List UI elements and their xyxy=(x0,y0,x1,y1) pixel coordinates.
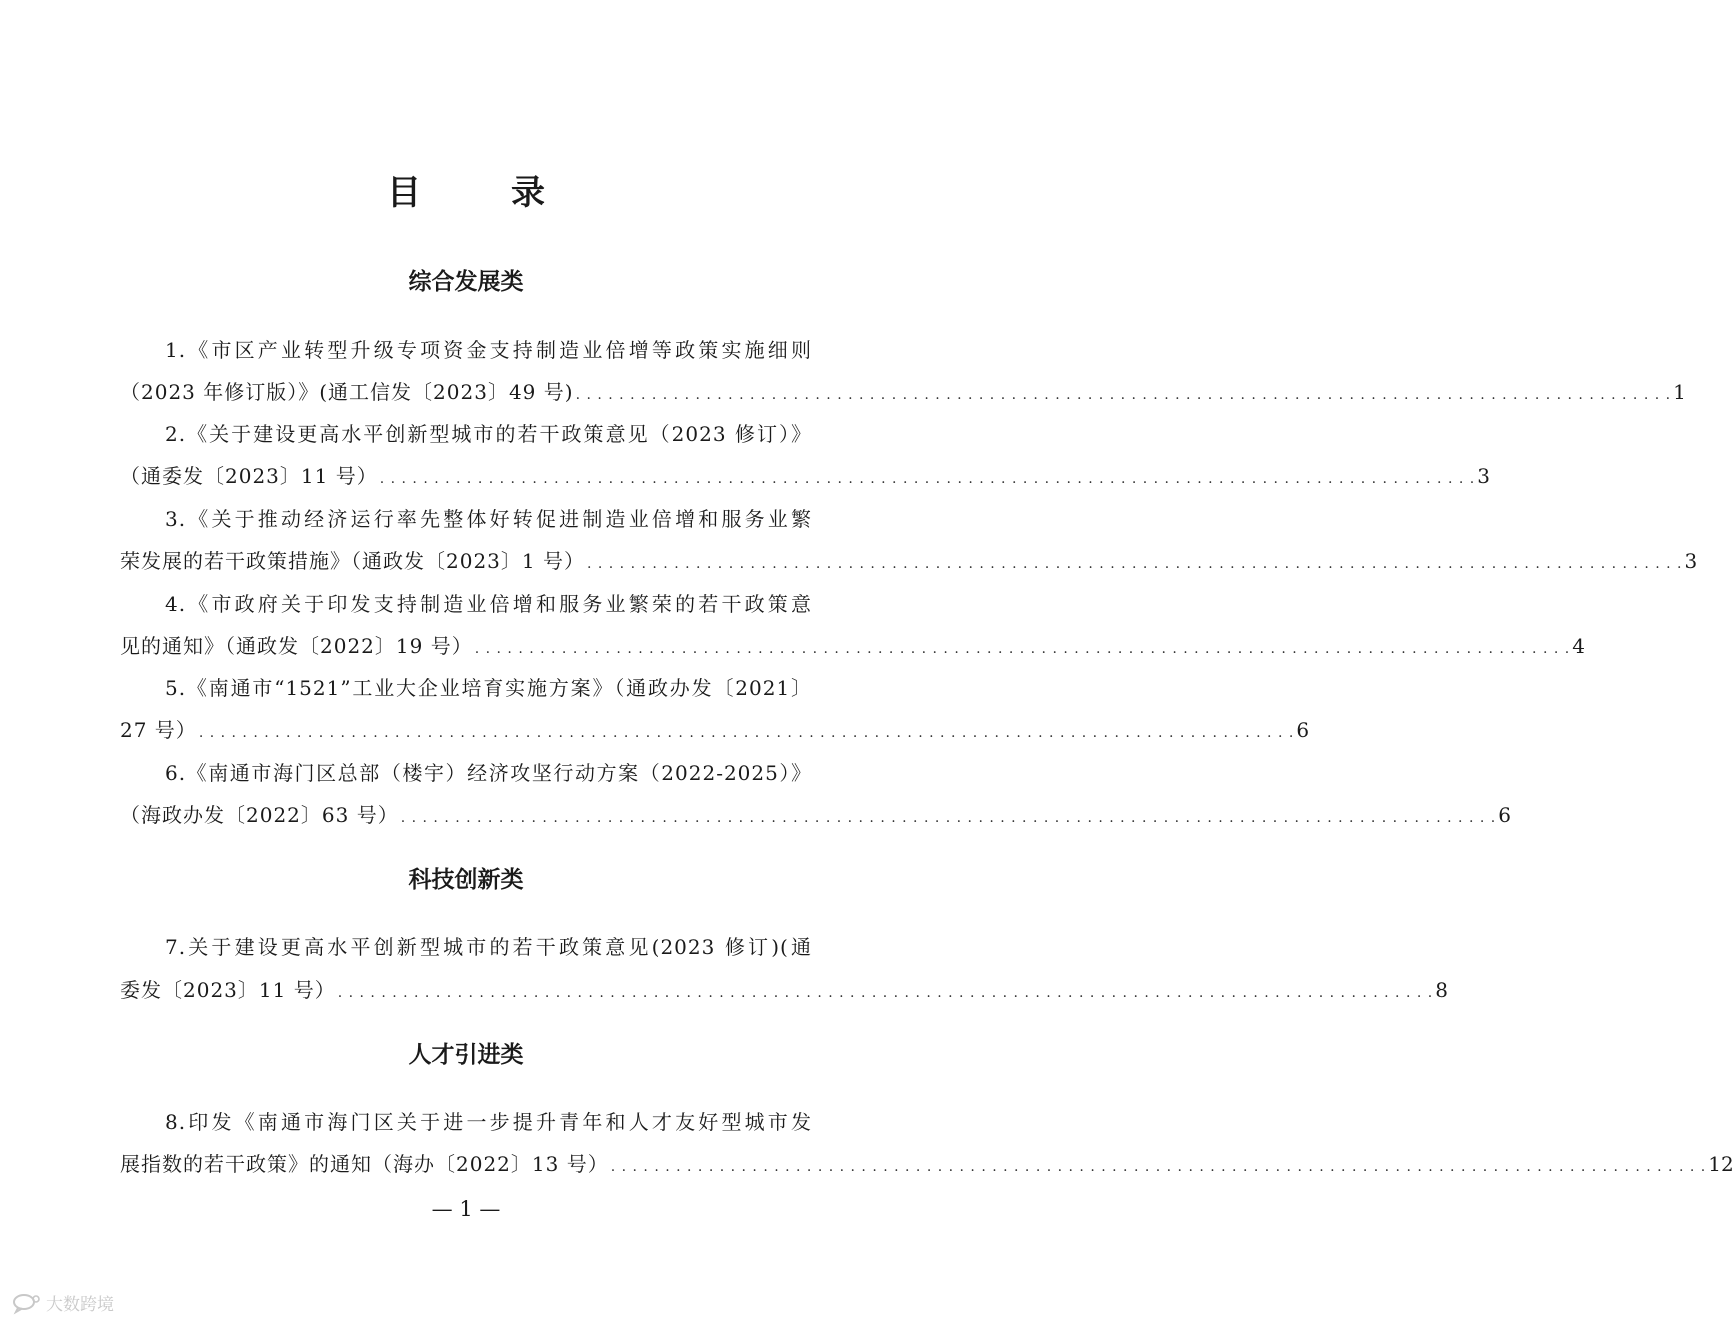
section-heading-talent: 人才引进类 xyxy=(408,1041,524,1068)
dot-leader: . . . . . . . . . . . . . . . . . . . . . . . . . . . . . . . . . . . . . . . . . . . . . . . . . . . . . . . . . . . . . . . . . . . . . . . . . . . . . . . . . . . . . . . . . . . . . . . . . . . . . xyxy=(198,725,1295,741)
toc-entry-1-line1: 1.《市区产业转型升级专项资金支持制造业倍增等政策实施细则 xyxy=(165,338,812,362)
toc-page-number: 6 xyxy=(1498,803,1511,827)
page-number: — 1 — xyxy=(431,1197,501,1221)
toc-entry-text: 27 号） xyxy=(120,718,197,742)
toc-entry-text: 委发〔2023〕11 号） xyxy=(120,978,336,1002)
toc-entry-text: （海政办发〔2022〕63 号） xyxy=(120,803,399,827)
dot-leader: . . . . . . . . . . . . . . . . . . . . . . . . . . . . . . . . . . . . . . . . . . . . . . . . . . . . . . . . . . . . . . . . . . . . . . . . . . . . . . . . . . . . . . . . . . . . . . . . . . . . . xyxy=(337,985,1434,1001)
section-heading-general: 综合发展类 xyxy=(408,268,524,295)
toc-entry-text: （2023 年修订版）》(通工信发〔2023〕49 号) xyxy=(120,380,574,404)
toc-entry-5-line1: 5.《南通市“1521”工业大企业培育实施方案》（通政办发〔2021〕 xyxy=(165,676,812,700)
toc-page-number: 3 xyxy=(1684,549,1698,573)
toc-entry-5-line2 xyxy=(120,713,1310,747)
toc-entry-8-line1: 8.印发《南通市海门区关于进一步提升青年和人才友好型城市发 xyxy=(165,1110,812,1134)
watermark xyxy=(12,1290,114,1315)
toc-page-number: 8 xyxy=(1435,978,1448,1002)
toc-entry-3-line1: 3.《关于推动经济运行率先整体好转促进制造业倍增和服务业繁 xyxy=(165,507,812,531)
toc-entry-text: （通委发〔2023〕11 号） xyxy=(120,464,378,488)
toc-entry-8-line2 xyxy=(120,1147,1734,1181)
toc-page-number: 3 xyxy=(1477,464,1490,488)
toc-page-number: 12 xyxy=(1708,1152,1734,1176)
toc-entry-text: 展指数的若干政策》的通知（海办〔2022〕13 号） xyxy=(120,1152,609,1176)
speech-bubble-logo-icon xyxy=(12,1293,42,1313)
toc-entry-3-line2 xyxy=(120,544,1698,578)
toc-entry-text: 荣发展的若干政策措施》（通政发〔2023〕1 号） xyxy=(120,549,585,573)
dot-leader: . . . . . . . . . . . . . . . . . . . . . . . . . . . . . . . . . . . . . . . . . . . . . . . . . . . . . . . . . . . . . . . . . . . . . . . . . . . . . . . . . . . . . . . . . . . . . . . . . . . . . xyxy=(379,471,1476,487)
toc-entry-6-line2 xyxy=(120,798,1511,832)
toc-page-number: 1 xyxy=(1673,380,1686,404)
dot-leader: . . . . . . . . . . . . . . . . . . . . . . . . . . . . . . . . . . . . . . . . . . . . . . . . . . . . . . . . . . . . . . . . . . . . . . . . . . . . . . . . . . . . . . . . . . . . . . . . . . . . . xyxy=(610,1159,1707,1175)
toc-entry-4-line1: 4.《市政府关于印发支持制造业倍增和服务业繁荣的若干政策意 xyxy=(165,592,812,616)
toc-entry-1-line2 xyxy=(120,375,1686,409)
toc-entry-2-line2 xyxy=(120,459,1490,493)
section-heading-tech: 科技创新类 xyxy=(408,866,524,893)
toc-entry-2-line1: 2.《关于建设更高水平创新型城市的若干政策意见（2023 修订）》 xyxy=(165,422,812,446)
toc-entry-text: 见的通知》（通政发〔2022〕19 号） xyxy=(120,634,473,658)
dot-leader: . . . . . . . . . . . . . . . . . . . . . . . . . . . . . . . . . . . . . . . . . . . . . . . . . . . . . . . . . . . . . . . . . . . . . . . . . . . . . . . . . . . . . . . . . . . . . . . . . . . . . xyxy=(400,810,1497,826)
toc-entry-4-line2 xyxy=(120,629,1585,663)
dot-leader: . . . . . . . . . . . . . . . . . . . . . . . . . . . . . . . . . . . . . . . . . . . . . . . . . . . . . . . . . . . . . . . . . . . . . . . . . . . . . . . . . . . . . . . . . . . . . . . . . . . . . xyxy=(586,556,1683,572)
watermark-text: 大数跨境 xyxy=(46,1295,114,1315)
toc-entry-6-line1: 6.《南通市海门区总部（楼宇）经济攻坚行动方案（2022-2025）》 xyxy=(165,761,812,785)
page-title: 目 录 xyxy=(387,173,573,213)
dot-leader: . . . . . . . . . . . . . . . . . . . . . . . . . . . . . . . . . . . . . . . . . . . . . . . . . . . . . . . . . . . . . . . . . . . . . . . . . . . . . . . . . . . . . . . . . . . . . . . . . . . . . xyxy=(575,387,1672,403)
toc-entry-7-line1: 7.关于建设更高水平创新型城市的若干政策意见(2023 修订)(通 xyxy=(165,935,812,959)
toc-page-number: 6 xyxy=(1296,718,1310,742)
toc-entry-7-line2 xyxy=(120,973,1448,1007)
toc-page-number: 4 xyxy=(1572,634,1585,658)
dot-leader: . . . . . . . . . . . . . . . . . . . . . . . . . . . . . . . . . . . . . . . . . . . . . . . . . . . . . . . . . . . . . . . . . . . . . . . . . . . . . . . . . . . . . . . . . . . . . . . . . . . . . xyxy=(474,641,1571,657)
